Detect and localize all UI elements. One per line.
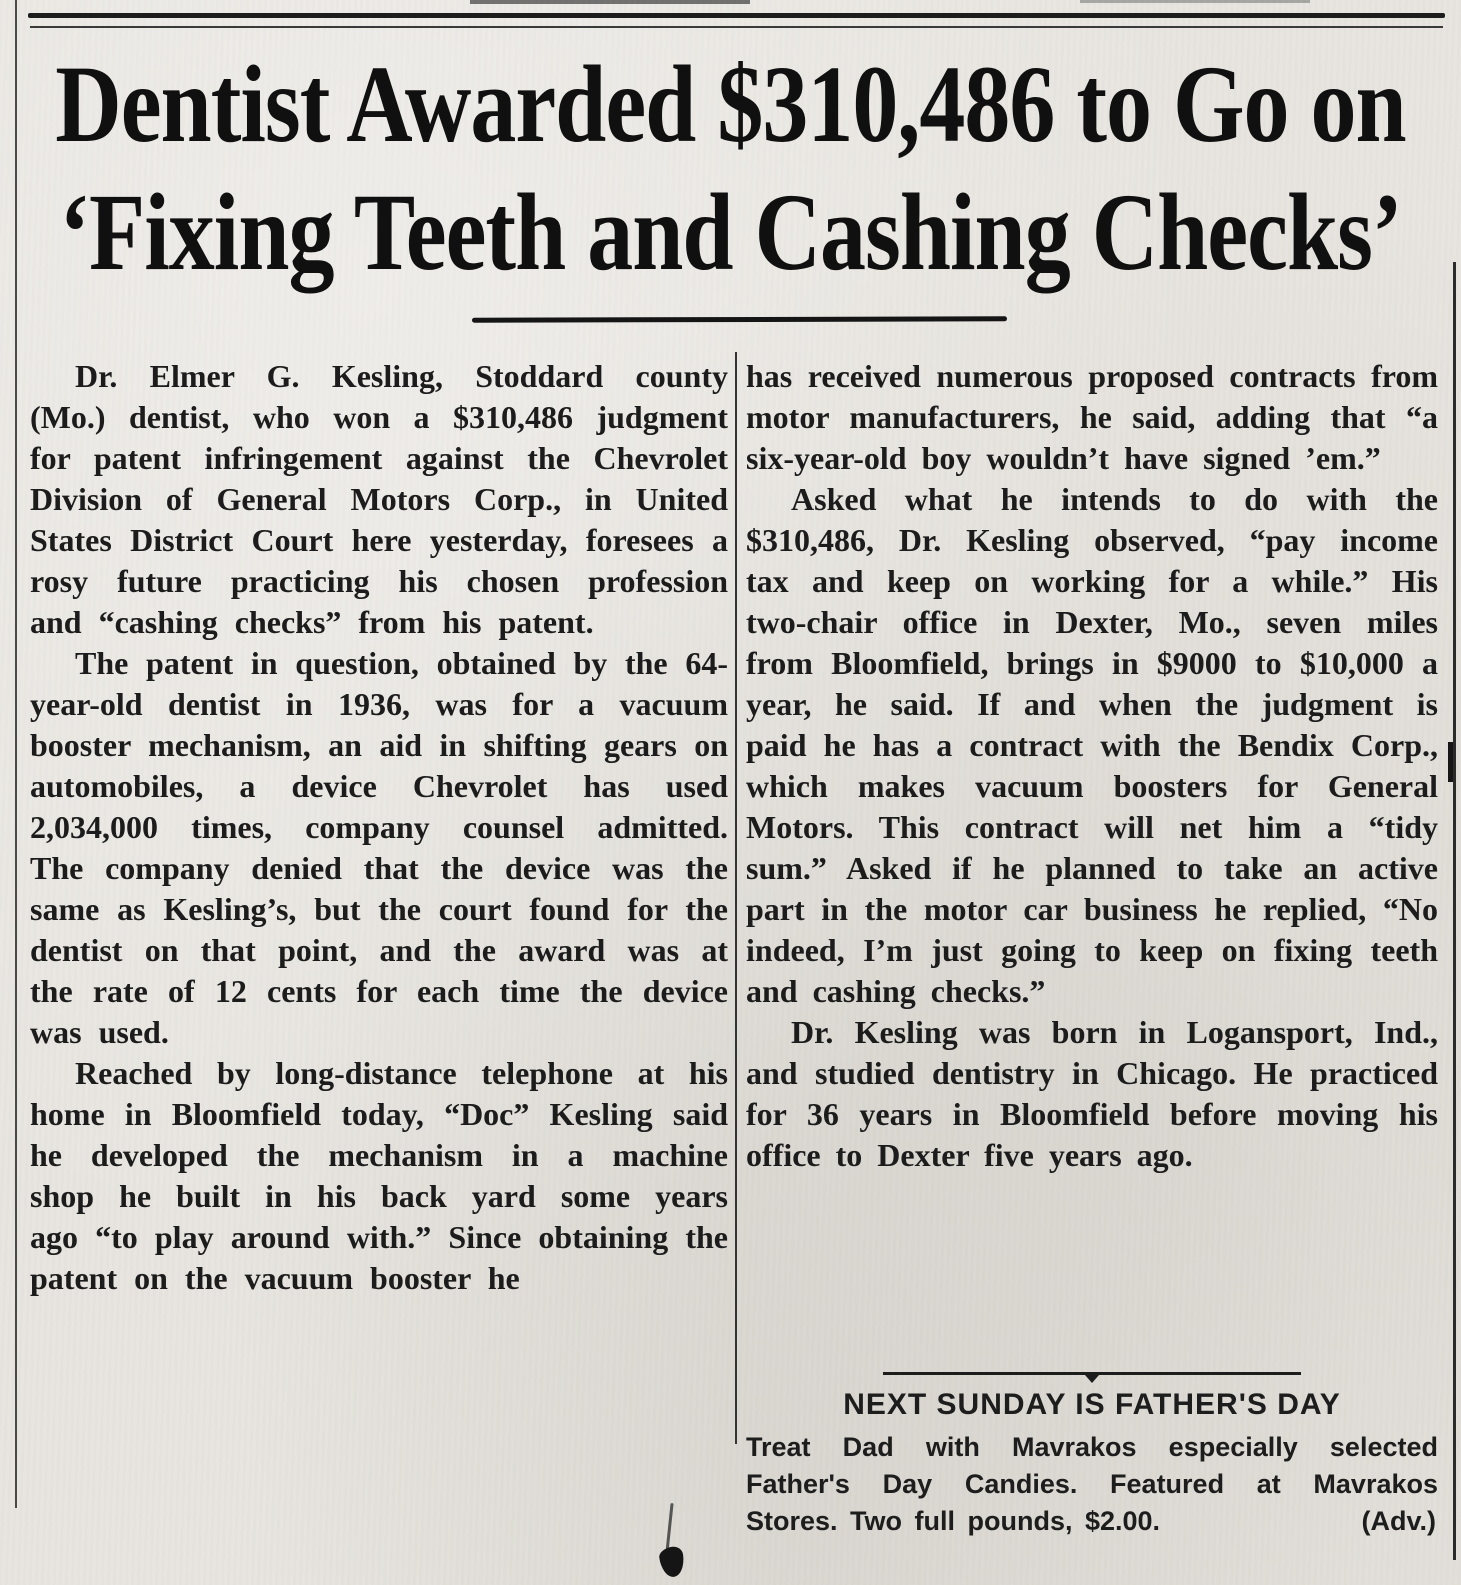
headline-line-1: Dentist Awarded $310,486 to Go on bbox=[55, 42, 1406, 165]
ad-heading: NEXT SUNDAY IS FATHER'S DAY bbox=[843, 1388, 1341, 1421]
right-page-border-fragment bbox=[1448, 742, 1453, 782]
ad-body-text: Treat Dad with Mavrakos especially selected Father's Day Candies. Featured at Mavrakos Stores. Two full pounds, $2.00. bbox=[746, 1432, 1438, 1536]
paragraph-patent: The patent in question, obtained by the 64-year-old dentist in 1936, was for a vacuum booster mechanism, an aid in shifting gears on automobiles, a device Chevrolet has used 2,034,000 times, company counsel admitted. The company denied that the device was the same as Kesling’s, but the court found for the dentist on that point, and the award was at the rate of 12 cents for each time the device was used. bbox=[30, 645, 728, 1050]
paragraph-telephone: Reached by long-distance telephone at his home in Bloomfield today, “Doc” Kesling said he developed the mechanism in a machine shop he built in his back yard some years ago “to play around with.” Since obtaining the patent on the vacuum booster he bbox=[30, 1055, 728, 1296]
paragraph-plans: Asked what he intends to do with the $310,486, Dr. Kesling observed, “pay income tax and keep on working for a while.” His two-chair office in Dexter, Mo., seven miles from Bloomfield, brings in $9000 to $10,000 a year, he said. If and when the judgment is paid he has a contract with the Bendix Corp., which makes vacuum boosters for General Motors. This contract will net him a “tidy sum.” Asked if he planned to take an active part in the motor car business he replied, “No indeed, I’m just going to keep on fixing teeth and cashing checks.” bbox=[746, 481, 1438, 1009]
scan-artifact-top-right bbox=[1080, 0, 1310, 3]
ad-divider-rule bbox=[883, 1372, 1301, 1375]
top-border-rule-thick bbox=[28, 13, 1445, 18]
headline-line-2: ‘Fixing Teeth and Cashing Checks’ bbox=[59, 170, 1402, 294]
right-page-border bbox=[1453, 262, 1456, 1560]
ad-body bbox=[746, 1429, 1438, 1540]
headline bbox=[24, 40, 1437, 297]
column-divider-rule bbox=[735, 352, 737, 1444]
paragraph-contracts: has received numerous proposed contracts from motor manufacturers, he said, adding that “a six-year-old boy wouldn’t have signed ’em.” bbox=[746, 358, 1438, 476]
article-right-column bbox=[746, 356, 1438, 1176]
article-left-column bbox=[30, 356, 728, 1299]
ink-blot-artifact bbox=[658, 1545, 686, 1578]
paragraph-lead: Dr. Elmer G. Kesling, Stoddard county (Mo.) dentist, who won a $310,486 judgment for patent infringement against the Chevrolet Division of General Motors Corp., in United States District Court here yesterday, foresees a rosy future practicing his chosen profession and “cashing checks” from his patent. bbox=[30, 358, 728, 640]
scan-artifact-top-left bbox=[470, 0, 750, 4]
ad-divider-notch-icon bbox=[1085, 1375, 1099, 1383]
left-page-border bbox=[15, 0, 17, 1508]
ad-section bbox=[746, 1372, 1438, 1540]
adv-label: (Adv.) bbox=[1361, 1506, 1436, 1536]
ink-streak-artifact bbox=[665, 1503, 673, 1553]
headline-underline-rule bbox=[472, 316, 1007, 322]
paragraph-biography: Dr. Kesling was born in Logansport, Ind., and studied dentistry in Chicago. He practiced for 36 years in Bloomfield before moving his office to Dexter five years ago. bbox=[746, 1014, 1438, 1173]
top-border-rule-thin bbox=[30, 26, 1443, 28]
